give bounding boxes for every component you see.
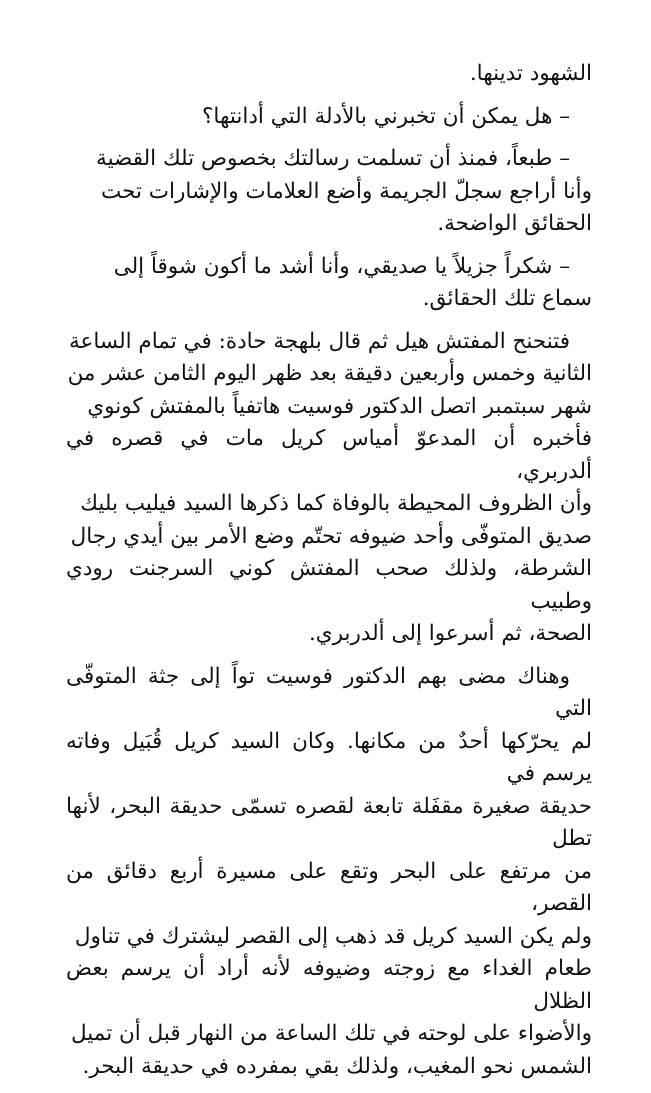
paragraph-5: فتنحنح المفتش هيل ثم قال بلهجة حادة: في تمام الساعة الثانية وخمس وأربعين دقيقة بعد ظهر اليوم الثامن عشر من شهر سبتمبر اتصل الدكتور فوسيت هاتفياً بالمفتش كونوي فأخبره أن المدعوّ أمياس كريل مات في قصره في ألدربري، وأن الظروف المحيطة بالوفاة كما ذكرها السيد فيليب بليك صديق المتوفّى وأحد ضيوفه تحتّم وضع الأمر بين أيدي رجال الشرطة، ولذلك صحب المفتش كوني السرجنت رودي وطبيب الصحة، ثم أسرعوا إلى ألدربري.: [66, 328, 592, 646]
document-page: [66, 58, 592, 1093]
paragraph-3: – طبعاً، فمنذ أن تسلمت رسالتك بخصوص تلك القضية وأنا أراجع سجلّ الجريمة وأضع العلامات والإشارات تحت الحقائق الواضحة.: [96, 146, 592, 236]
paragraph-1: الشهود تدينها.: [469, 61, 592, 86]
paragraph-6: وهناك مضى بهم الدكتور فوسيت تواً إلى جثة المتوفّى التي لم يحرّكها أحدٌ من مكانها. وكان السيد كريل قُبَيل وفاته يرسم في حديقة صغيرة مقفَلة تابعة لقصره تسمّى حديقة البحر، لأنها تطل من مرتفع على البحر وتقع على مسيرة أربع دقائق من القصر، ولم يكن السيد كريل قد ذهب إلى القصر ليشترك في تناول طعام الغداء مع زوجته وضيوفه لأنه أراد أن يرسم بعض الظلال والأضواء على لوحته في تلك الساعة من النهار قبل أن تميل الشمس نحو المغيب، ولذلك بقي بمفرده في حديقة البحر.: [66, 663, 592, 1079]
paragraph-4: – شكراً جزيلاً يا صديقي، وأنا أشد ما أكون شوقاً إلى سماع تلك الحقائق.: [113, 253, 592, 311]
paragraph-2: – هل يمكن أن تخبرني بالأدلة التي أدانتها؟: [202, 103, 570, 129]
